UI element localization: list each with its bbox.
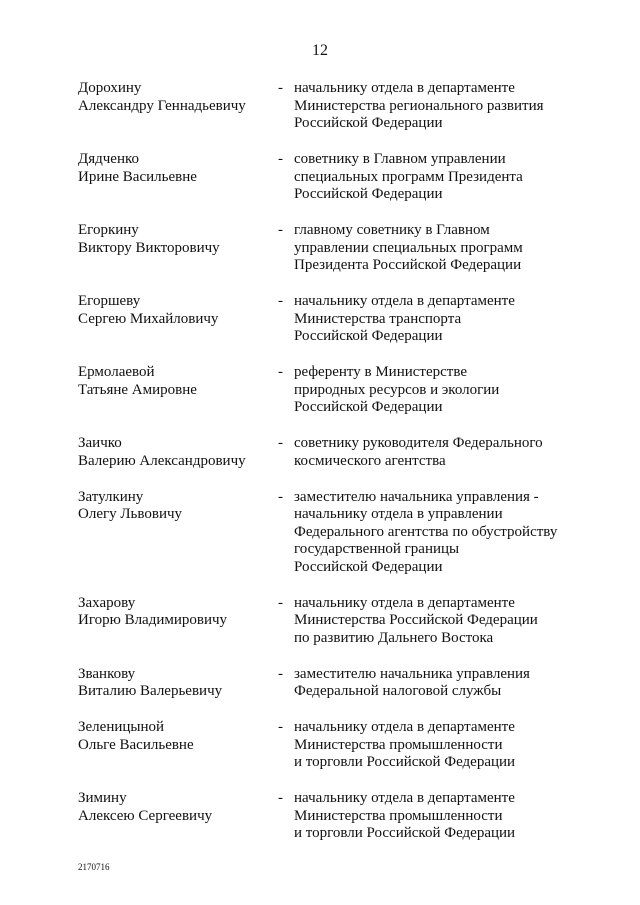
position-title bbox=[294, 80, 578, 133]
name-line: Захарову bbox=[78, 594, 136, 611]
list-item bbox=[78, 364, 578, 417]
name-line: Егоршеву bbox=[78, 293, 141, 309]
position-title bbox=[294, 293, 578, 346]
position-title bbox=[294, 222, 578, 275]
position-line: начальнику отдела в департаменте bbox=[294, 719, 515, 735]
name-line: Егоркину bbox=[78, 222, 139, 238]
separator-dash: - bbox=[278, 488, 283, 505]
document-code: 2170716 bbox=[78, 862, 110, 872]
separator-dash: - bbox=[278, 719, 283, 735]
name-line: Александру Геннадьевичу bbox=[78, 97, 246, 114]
position-line: начальнику отдела в департаменте bbox=[294, 293, 515, 309]
name-line: Ольге Васильевне bbox=[78, 736, 194, 753]
position-title bbox=[294, 151, 578, 204]
entry-list bbox=[78, 80, 578, 861]
position-title bbox=[294, 719, 578, 772]
separator-dash: - bbox=[278, 293, 283, 309]
position-title bbox=[294, 364, 578, 417]
separator-dash: - bbox=[278, 364, 283, 380]
position-line: космического агентства bbox=[294, 452, 446, 469]
position-line: начальнику отдела в департаменте bbox=[294, 80, 515, 96]
list-item bbox=[78, 222, 578, 275]
name-line: Заичко bbox=[78, 435, 122, 451]
list-item bbox=[78, 489, 578, 577]
position-line: природных ресурсов и экологии bbox=[294, 381, 500, 398]
name-line: Игорю Владимировичу bbox=[78, 612, 228, 628]
person-name bbox=[78, 293, 278, 346]
position-title bbox=[294, 489, 578, 577]
name-line: Зимину bbox=[78, 790, 127, 806]
position-line: управлении специальных программ bbox=[294, 239, 523, 256]
person-name bbox=[78, 151, 278, 204]
name-line: Виталию Валерьевичу bbox=[78, 683, 223, 699]
position-line: Министерства транспорта bbox=[294, 310, 462, 327]
name-line: Виктору Викторовичу bbox=[78, 239, 220, 256]
position-line: Российской Федерации bbox=[294, 558, 443, 575]
position-line: заместителю начальника управления - bbox=[294, 488, 539, 505]
list-item bbox=[78, 293, 578, 346]
name-line: Ермолаевой bbox=[78, 364, 155, 380]
position-line: Федерального агентства по обустройству bbox=[294, 523, 558, 540]
position-line: советнику в Главном управлении bbox=[294, 151, 506, 167]
position-line: референту в Министерстве bbox=[294, 364, 467, 380]
list-item bbox=[78, 790, 578, 843]
position-line: заместителю начальника управления bbox=[294, 665, 530, 682]
separator-dash: - bbox=[278, 80, 283, 96]
position-title bbox=[294, 595, 578, 648]
name-line: Затулкину bbox=[78, 488, 144, 505]
list-item bbox=[78, 595, 578, 648]
person-name bbox=[78, 80, 278, 133]
list-item bbox=[78, 666, 578, 701]
name-line: Сергею Михайловичу bbox=[78, 310, 219, 327]
name-line: Ирине Васильевне bbox=[78, 168, 197, 185]
name-line: Валерию Александровичу bbox=[78, 452, 246, 469]
position-line: Российской Федерации bbox=[294, 328, 443, 344]
list-item bbox=[78, 151, 578, 204]
position-line: Министерства Российской Федерации bbox=[294, 612, 538, 628]
position-title bbox=[294, 666, 578, 701]
name-line: Алексею Сергеевичу bbox=[78, 807, 213, 824]
list-item bbox=[78, 80, 578, 133]
position-line: и торговли Российской Федерации bbox=[294, 825, 516, 841]
separator-dash: - bbox=[278, 151, 283, 167]
name-line: Дядченко bbox=[78, 151, 140, 167]
position-line: главному советнику в Главном bbox=[294, 222, 490, 238]
name-line: Татьяне Амировне bbox=[78, 381, 197, 398]
position-title bbox=[294, 435, 578, 470]
position-line: по развитию Дальнего Востока bbox=[294, 629, 494, 646]
person-name bbox=[78, 222, 278, 275]
name-line: Дорохину bbox=[78, 80, 142, 96]
page-number: 12 bbox=[312, 42, 328, 59]
position-line: начальнику отдела в департаменте bbox=[294, 790, 515, 806]
name-line: Зеленицыной bbox=[78, 719, 165, 735]
position-line: и торговли Российской Федерации bbox=[294, 754, 516, 770]
position-line: государственной границы bbox=[294, 541, 460, 557]
name-line: Олегу Львовичу bbox=[78, 506, 183, 522]
name-line: Званкову bbox=[78, 665, 136, 682]
position-line: Министерства промышленности bbox=[294, 736, 503, 753]
person-name bbox=[78, 666, 278, 701]
position-line: Российской Федерации bbox=[294, 186, 443, 202]
person-name bbox=[78, 364, 278, 417]
person-name bbox=[78, 719, 278, 772]
person-name bbox=[78, 489, 278, 577]
person-name bbox=[78, 790, 278, 843]
position-line: специальных программ Президента bbox=[294, 168, 523, 185]
separator-dash: - bbox=[278, 594, 283, 611]
person-name bbox=[78, 435, 278, 470]
separator-dash: - bbox=[278, 435, 283, 451]
position-line: Российской Федерации bbox=[294, 115, 443, 131]
position-line: начальнику отдела в управлении bbox=[294, 506, 503, 522]
position-title bbox=[294, 790, 578, 843]
position-line: Министерства промышленности bbox=[294, 807, 503, 824]
separator-dash: - bbox=[278, 790, 283, 806]
position-line: начальнику отдела в департаменте bbox=[294, 594, 515, 611]
separator-dash: - bbox=[278, 665, 283, 682]
person-name bbox=[78, 595, 278, 648]
position-line: Российской Федерации bbox=[294, 399, 443, 415]
list-item bbox=[78, 435, 578, 470]
position-line: Президента Российской Федерации bbox=[294, 257, 522, 273]
separator-dash: - bbox=[278, 222, 283, 238]
list-item bbox=[78, 719, 578, 772]
position-line: советнику руководителя Федерального bbox=[294, 435, 543, 451]
position-line: Федеральной налоговой службы bbox=[294, 683, 502, 699]
position-line: Министерства регионального развития bbox=[294, 97, 544, 114]
